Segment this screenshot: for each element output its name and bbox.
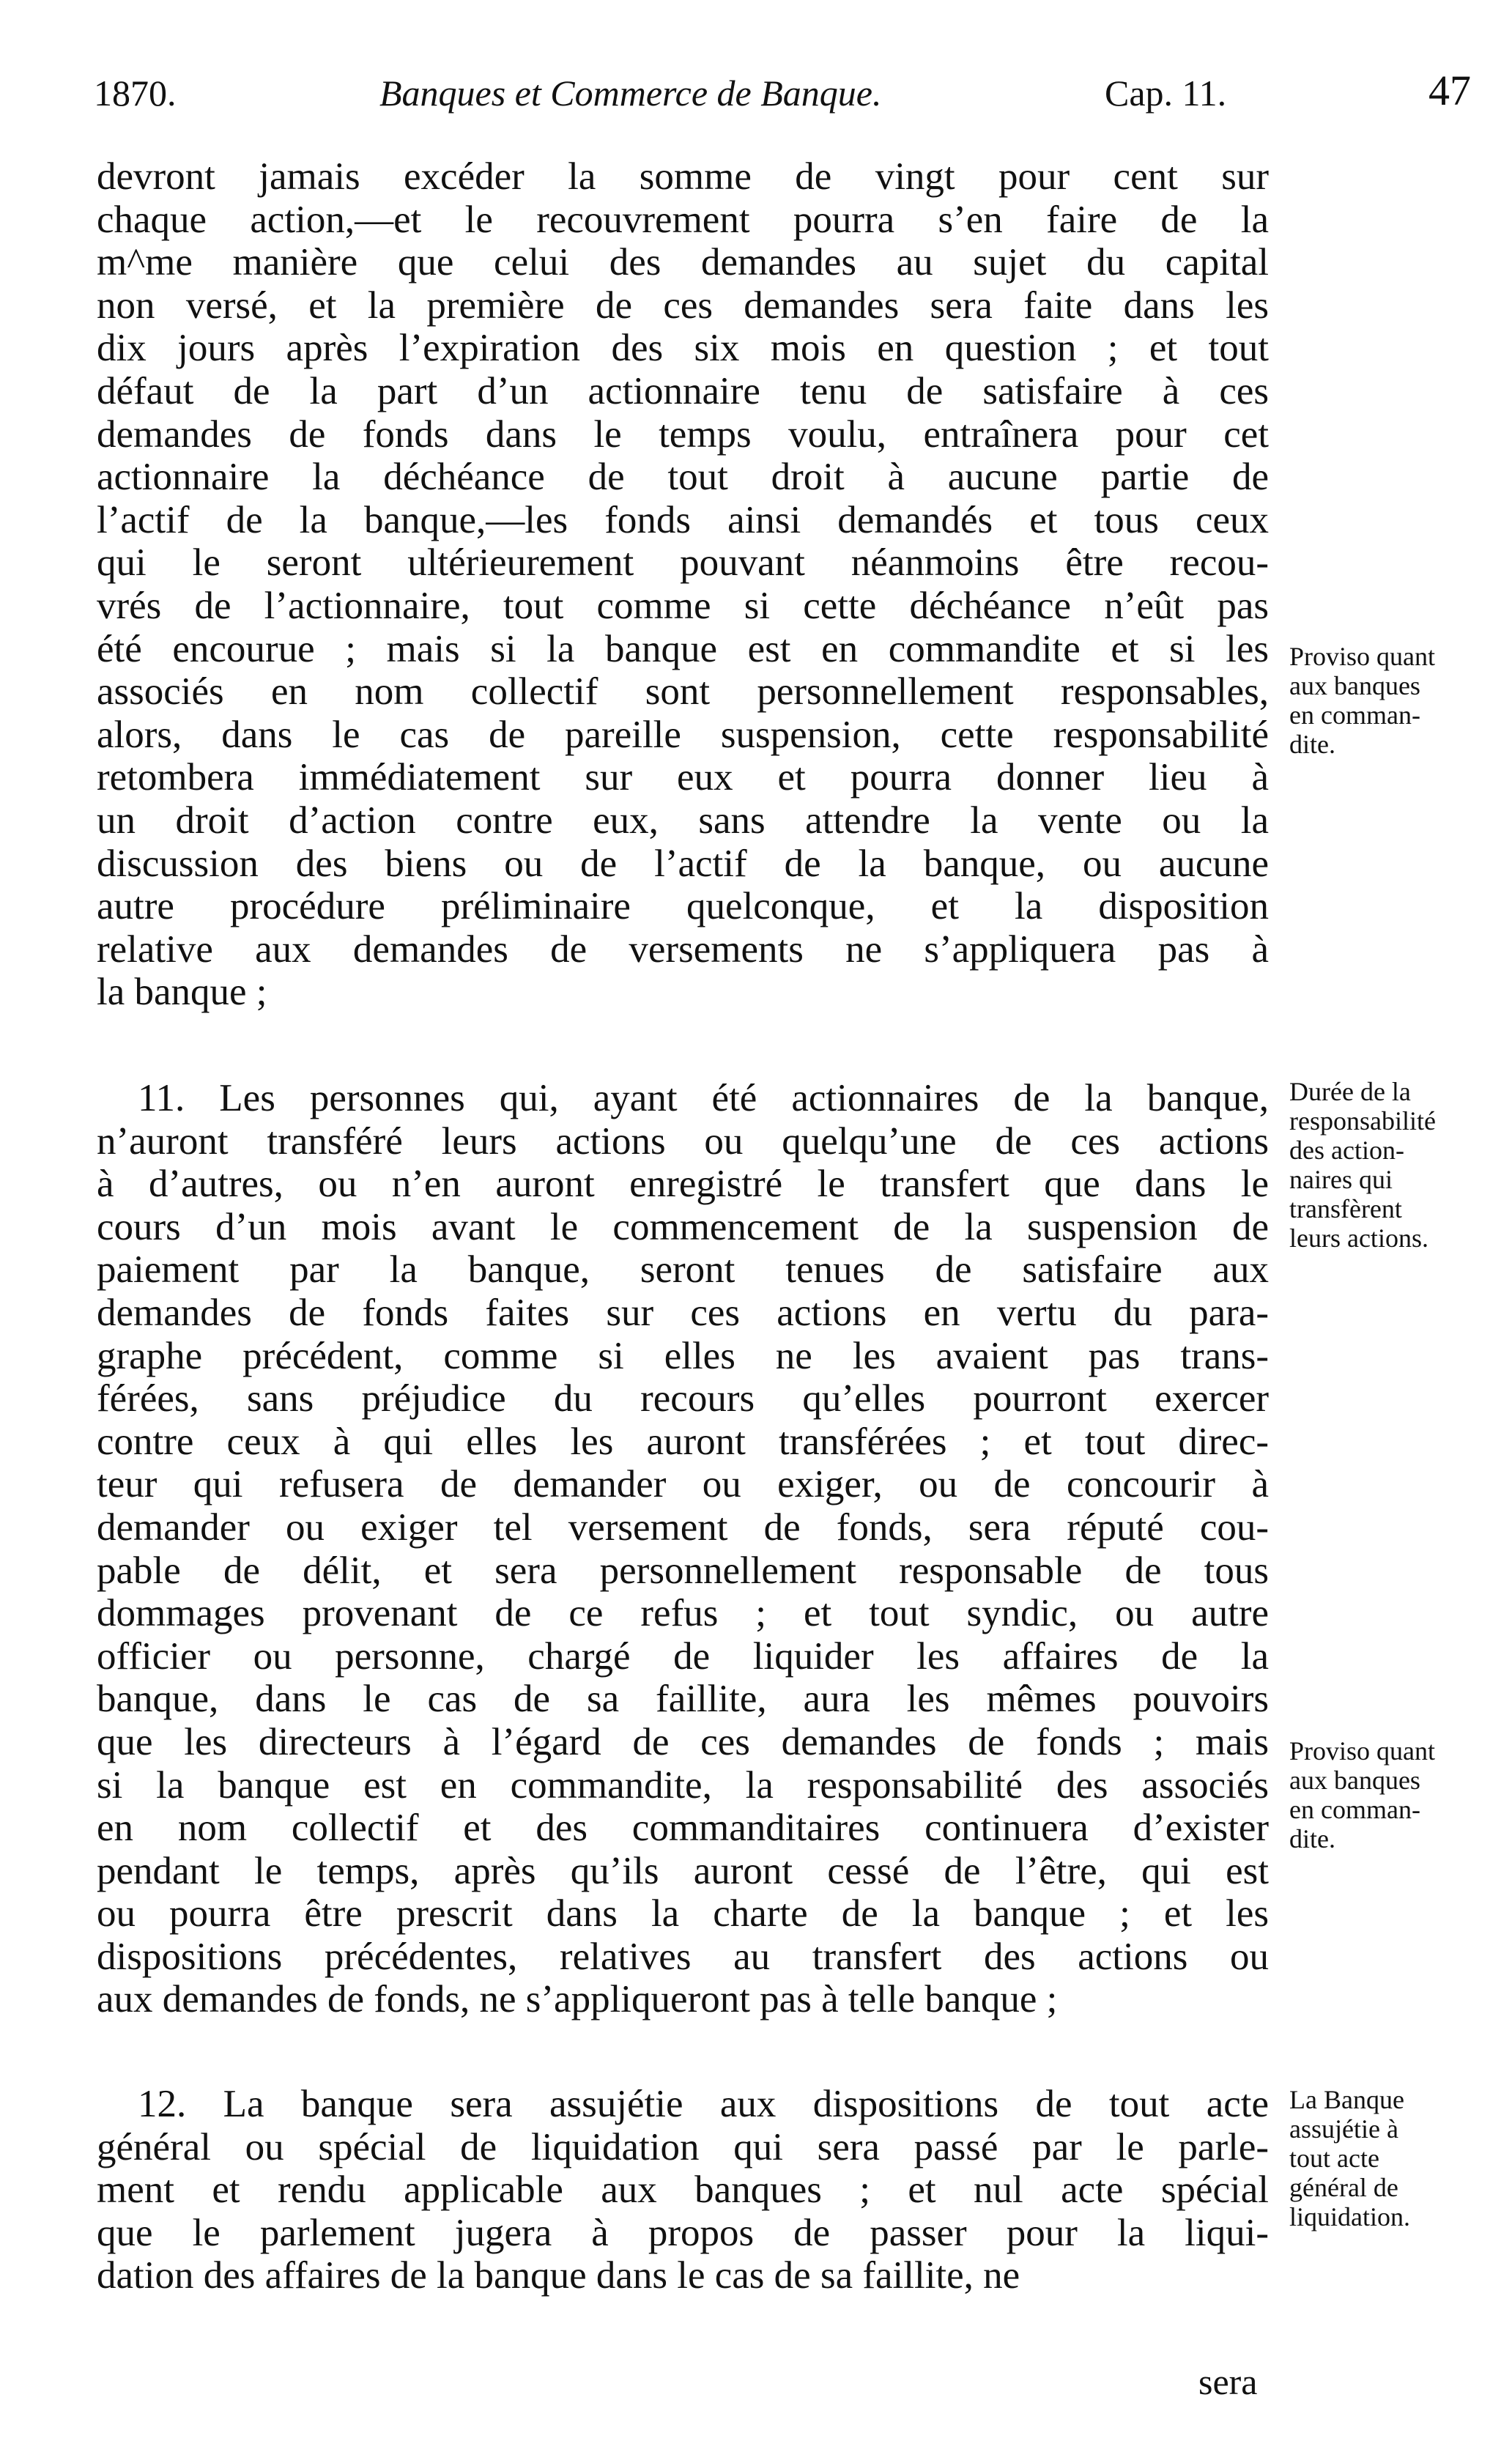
margin-note-line: tout acte bbox=[1289, 2144, 1379, 2173]
text-line: demandes de fonds dans le temps voulu, entraînera pour cet bbox=[97, 412, 1269, 456]
margin-note-line: transfèrent bbox=[1289, 1194, 1402, 1223]
margin-note-line: dite. bbox=[1289, 730, 1335, 759]
text-line: devront jamais excéder la somme de vingt pour cent sur bbox=[97, 155, 1269, 198]
text-line: contre ceux à qui elles les auront transférées ; et tout direc- bbox=[97, 1420, 1269, 1463]
text-line: cours d’un mois avant le commencement de la suspension de bbox=[97, 1205, 1269, 1248]
text-line: relative aux demandes de versements ne s’appliquera pas à bbox=[97, 927, 1269, 971]
text-line: un droit d’action contre eux, sans attendre la vente ou la bbox=[97, 799, 1269, 842]
margin-note-line: Proviso quant bbox=[1289, 642, 1436, 671]
running-head bbox=[94, 62, 1471, 120]
page-number: 47 bbox=[1428, 67, 1471, 114]
margin-note-duree-responsabilite bbox=[1289, 1077, 1494, 1253]
text-line: dispositions précédentes, relatives au transfert des actions ou bbox=[97, 1935, 1269, 1978]
text-line: dommages provenant de ce refus ; et tout syndic, ou autre bbox=[97, 1592, 1269, 1635]
catchword: sera bbox=[1198, 2361, 1258, 2402]
paragraph-section-11 bbox=[97, 1077, 1269, 2021]
margin-note-line: liquidation. bbox=[1289, 2202, 1410, 2231]
margin-note-line: en comman- bbox=[1289, 1795, 1420, 1824]
running-head-year: 1870. bbox=[94, 73, 177, 114]
margin-note-line: aux banques bbox=[1289, 671, 1420, 700]
text-line: pendant le temps, après qu’ils auront cessé de l’être, qui est bbox=[97, 1849, 1269, 1892]
text-line: à d’autres, ou n’en auront enregistré le transfert que dans le bbox=[97, 1163, 1269, 1206]
margin-note-liquidation bbox=[1289, 2085, 1494, 2231]
text-line: paiement par la banque, seront tenues de satisfaire aux bbox=[97, 1248, 1269, 1292]
paragraph-continued bbox=[97, 155, 1269, 1014]
text-line: discussion des biens ou de l’actif de la banque, ou aucune bbox=[97, 842, 1269, 885]
text-line: général ou spécial de liquidation qui sera passé par le parle- bbox=[97, 2125, 1269, 2168]
margin-note-line: en comman- bbox=[1289, 700, 1420, 730]
text-line: m^me manière que celui des demandes au sujet du capital bbox=[97, 241, 1269, 284]
text-line: été encourue ; mais si la banque est en commandite et si les bbox=[97, 627, 1269, 670]
running-head-chapter: Cap. 11. bbox=[1105, 73, 1227, 114]
text-line: que le parlement jugera à propos de passer pour la liqui- bbox=[97, 2211, 1269, 2254]
margin-note-line: Proviso quant bbox=[1289, 1736, 1436, 1766]
margin-note-line: Durée de la bbox=[1289, 1077, 1411, 1106]
text-line: pable de délit, et sera personnellement responsable de tous bbox=[97, 1549, 1269, 1592]
text-line: banque, dans le cas de sa faillite, aura les mêmes pouvoirs bbox=[97, 1678, 1269, 1721]
margin-note-line: leurs actions. bbox=[1289, 1223, 1428, 1253]
margin-note-proviso-1 bbox=[1289, 642, 1494, 759]
text-line: demandes de fonds faites sur ces actions en vertu du para- bbox=[97, 1291, 1269, 1334]
text-line: férées, sans préjudice du recours qu’elles pourront exercer bbox=[97, 1377, 1269, 1420]
margin-note-line: général de bbox=[1289, 2173, 1398, 2202]
text-line: qui le seront ultérieurement pouvant néanmoins être recou- bbox=[97, 541, 1269, 585]
text-line: l’actif de la banque,—les fonds ainsi demandés et tous ceux bbox=[97, 498, 1269, 541]
paragraph-section-12 bbox=[97, 2083, 1269, 2297]
margin-note-line: naires qui bbox=[1289, 1165, 1393, 1194]
text-line: dix jours après l’expiration des six mois en question ; et tout bbox=[97, 327, 1269, 370]
margin-note-line: responsabilité bbox=[1289, 1106, 1436, 1136]
margin-note-proviso-2 bbox=[1289, 1736, 1494, 1853]
margin-note-line: La Banque bbox=[1289, 2085, 1404, 2114]
text-line: défaut de la part d’un actionnaire tenu de satisfaire à ces bbox=[97, 369, 1269, 412]
text-line: en nom collectif et des commanditaires continuera d’exister bbox=[97, 1807, 1269, 1850]
text-line: vrés de l’actionnaire, tout comme si cette déchéance n’eût pas bbox=[97, 584, 1269, 627]
text-line: si la banque est en commandite, la responsabilité des associés bbox=[97, 1763, 1269, 1807]
text-line: ment et rendu applicable aux banques ; et nul acte spécial bbox=[97, 2168, 1269, 2212]
text-line: aux demandes de fonds, ne s’appliqueront pas à telle banque ; bbox=[97, 1978, 1058, 2021]
margin-note-line: aux banques bbox=[1289, 1766, 1420, 1795]
text-line: autre procédure préliminaire quelconque, et la disposition bbox=[97, 885, 1269, 928]
text-line: ou pourra être prescrit dans la charte de la banque ; et les bbox=[97, 1892, 1269, 1936]
text-line: alors, dans le cas de pareille suspension, cette responsabilité bbox=[97, 713, 1269, 756]
running-head-title: Banques et Commerce de Banque. bbox=[379, 73, 882, 114]
text-line: 11. Les personnes qui, ayant été actionnaires de la banque, bbox=[138, 1077, 1269, 1119]
text-line: la banque ; bbox=[97, 971, 267, 1014]
text-line: dation des affaires de la banque dans le cas de sa faillite, ne bbox=[97, 2254, 1020, 2297]
text-line: demander ou exiger tel versement de fonds, sera réputé cou- bbox=[97, 1505, 1269, 1549]
margin-note-line: des action- bbox=[1289, 1136, 1404, 1165]
text-line: 12. La banque sera assujétie aux dispositions de tout acte bbox=[138, 2083, 1269, 2125]
text-line: officier ou personne, chargé de liquider les affaires de la bbox=[97, 1634, 1269, 1678]
text-line: que les directeurs à l’égard de ces demandes de fonds ; mais bbox=[97, 1720, 1269, 1763]
margin-note-line: assujétie à bbox=[1289, 2114, 1398, 2144]
text-line: retombera immédiatement sur eux et pourra donner lieu à bbox=[97, 756, 1269, 799]
text-line: associés en nom collectif sont personnellement responsables, bbox=[97, 670, 1269, 714]
text-line: non versé, et la première de ces demandes sera faite dans les bbox=[97, 284, 1269, 327]
text-line: actionnaire la déchéance de tout droit à aucune partie de bbox=[97, 456, 1269, 499]
text-line: graphe précédent, comme si elles ne les avaient pas trans- bbox=[97, 1334, 1269, 1377]
text-line: teur qui refusera de demander ou exiger, ou de concourir à bbox=[97, 1463, 1269, 1506]
text-line: n’auront transféré leurs actions ou quelqu’une de ces actions bbox=[97, 1119, 1269, 1163]
text-line: chaque action,—et le recouvrement pourra s’en faire de la bbox=[97, 198, 1269, 241]
margin-note-line: dite. bbox=[1289, 1824, 1335, 1853]
